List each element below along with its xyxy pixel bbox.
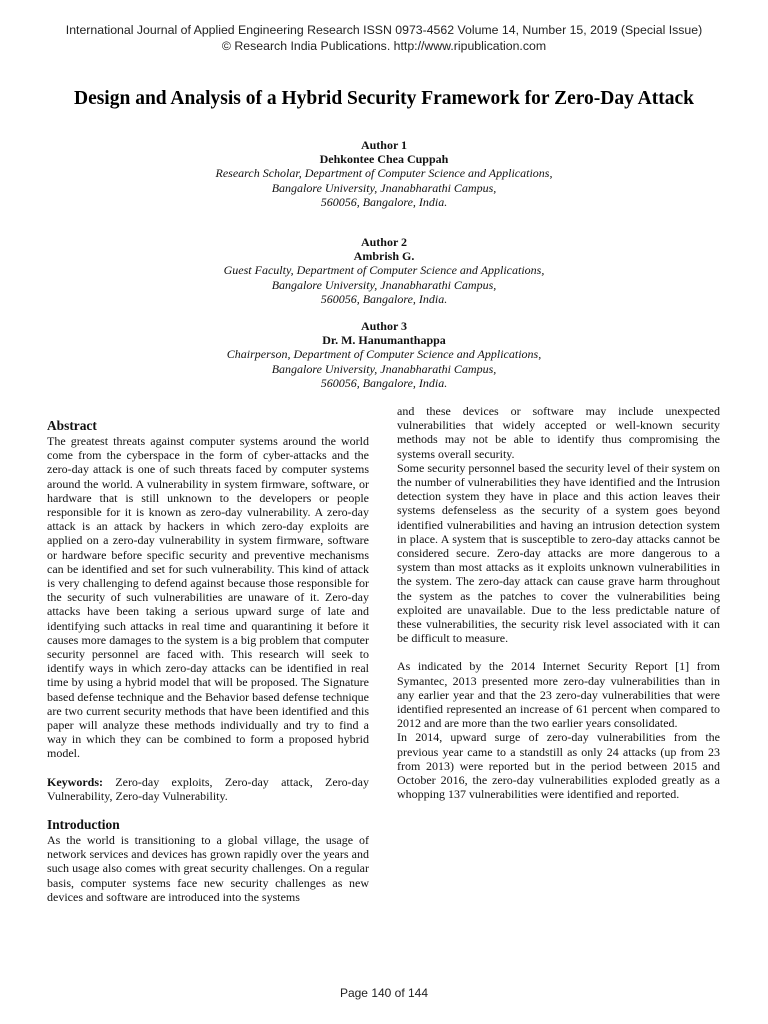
journal-header-line: International Journal of Applied Engineering Research ISSN 0973-4562 Volume 14, Number 15, 2019 (Special Issue)	[65, 23, 703, 37]
author-name: Ambrish G.	[353, 249, 415, 264]
author-affiliation-line: Guest Faculty, Department of Computer Science and Applications,	[223, 263, 545, 278]
keywords-label: Keywords:	[47, 774, 103, 789]
right-column	[397, 404, 720, 801]
body-paragraph: As indicated by the 2014 Internet Security Report [1] from Symantec, 2013 presented more zero-day vulnerabilities than in any earlier year and that the 23 zero-day vulnerabilities that were identified represented an increase of 61 percent when compared to 2012 and are more than the two earlier years consolidated.	[397, 659, 720, 731]
author-affiliation-line: 560056, Bangalore, India.	[320, 375, 448, 390]
introduction-heading: Introduction	[47, 817, 120, 833]
author-affiliation-line: Bangalore University, Jnanabharathi Campus,	[271, 277, 497, 292]
keywords-text: Zero-day exploits, Zero-day attack, Zero-day Vulnerability, Zero-day Vulnerability.	[47, 774, 369, 803]
author-affiliation-line: 560056, Bangalore, India.	[320, 291, 448, 306]
paper-title: Design and Analysis of a Hybrid Security Framework for Zero-Day Attack	[73, 88, 694, 109]
author-affiliation-line: 560056, Bangalore, India.	[320, 194, 448, 209]
author-affiliation-line: Bangalore University, Jnanabharathi Campus,	[271, 180, 497, 195]
author-affiliation-line: Chairperson, Department of Computer Science and Applications,	[226, 347, 542, 362]
author-block-3	[0, 319, 768, 390]
author-name: Dr. M. Hanumanthappa	[322, 333, 446, 348]
author-affiliation-line: Bangalore University, Jnanabharathi Campus,	[271, 361, 497, 376]
author-label: Author 2	[360, 235, 408, 249]
keywords-paragraph	[47, 775, 369, 803]
body-paragraph: Some security personnel based the security level of their system on the number of vulnerabilities they have identified and the Intrusion detection system they have in place and this action leaves their systems defenseless as the security of a system goes beyond identified vulnerabilities and having an intrusion detection system in place. A system that is susceptible to zero-day attacks cannot be considered secure. Zero-day attacks are more dangerous to a system than most attacks as it exploits unknown vulnerabilities in the system. The zero-day attack can cause grave harm throughout the system as the patches to cover the vulnerabilities being exploited are unavailable. Due to the less predictable nature of these vulnerabilities, the security risk level associated with it can be difficult to measure.	[397, 460, 720, 646]
body-paragraph: and these devices or software may include unexpected vulnerabilities that widely accepted or well-known security methods may not be able to identify thus compromising the systems overall security.	[397, 404, 720, 461]
author-label: Author 3	[360, 319, 408, 333]
page-number: Page 140 of 144	[339, 986, 429, 1000]
author-label: Author 1	[360, 138, 408, 152]
body-paragraph: In 2014, upward surge of zero-day vulnerabilities from the previous year came to a standstill as only 24 attacks (up from 23 from 2013) were reported but in the period between 2015 and October 2016, the zero-day vulnerabilities exploded greatly as a whopping 137 vulnerabilities were identified and reported.	[397, 730, 720, 802]
author-name: Dehkontee Chea Cuppah	[319, 152, 449, 167]
publisher-header-line: © Research India Publications. http://www.ripublication.com	[221, 39, 547, 53]
author-block-2	[0, 235, 768, 306]
author-block-1	[0, 138, 768, 209]
introduction-text: As the world is transitioning to a global village, the usage of network services and devices has grown rapidly over the years and such usage also comes with great security challenges. On a regular basis, computer systems face new security challenges as new devices and software are introduced into the systems	[47, 833, 369, 904]
abstract-heading: Abstract	[47, 418, 97, 433]
left-column	[47, 418, 369, 904]
abstract-text: The greatest threats against computer systems around the world come from the cyberspace in the form of cyber-attacks and the zero-day attack is one of such threats faced by computer systems around the world. A vulnerability in system firmware, software, or hardware that is still unknown to the developers or people responsible for it is known as zero-day vulnerability. A zero-day attack is an attack by hackers in which zero-day exploits are applied on a zero-day vulnerability in system firmware, software or hardware before specific security and preventive mechanisms can be identified and set for such vulnerability. This kind of attack is very challenging to defend against because those responsible for the security of such vulnerabilities are unaware of it. Zero-day attacks have been taking a serious upward surge of late and identifying such attacks in real time and quarantining it before it causes more damages to the system is a big problem that computer security personnel are faced with. This research will seek to identify ways in which zero-day attacks can be identified in real time by using a hybrid model that will be proposed. The Signature based defense technique and the Behavior based defense technique are two current security methods that have been identified and this paper will analyze these methods individually and try to find a way in which they can be combined to form a proposed hybrid model.	[47, 434, 369, 761]
author-affiliation-line: Research Scholar, Department of Computer Science and Applications,	[215, 166, 553, 181]
